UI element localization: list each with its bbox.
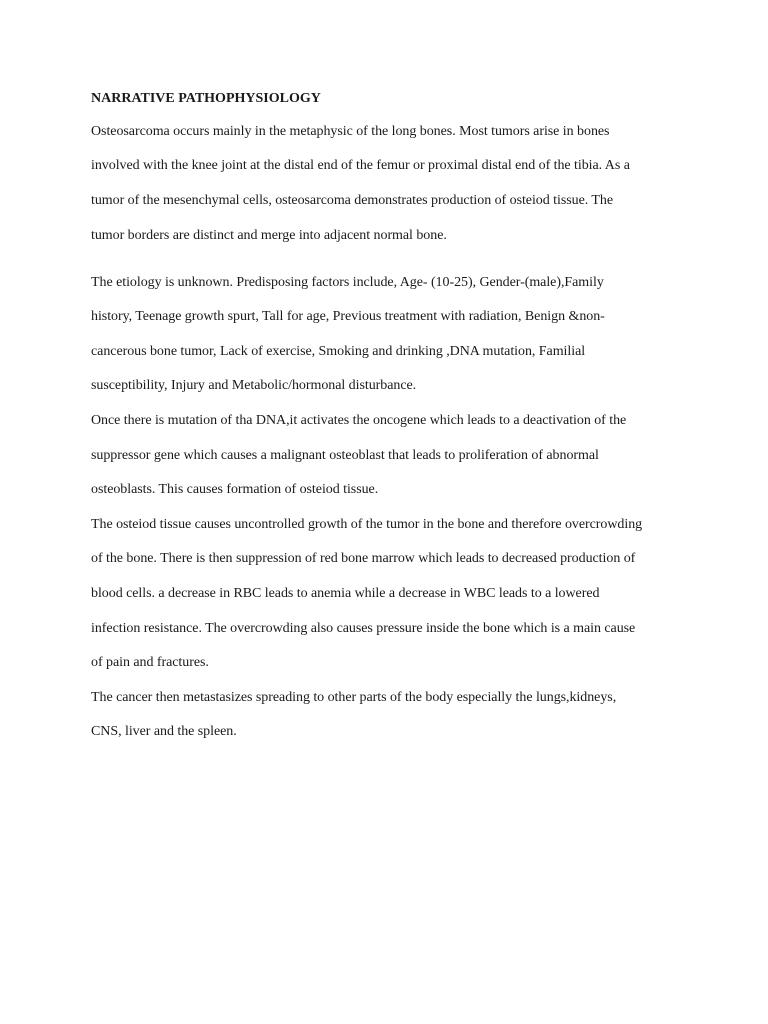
text-line: The cancer then metastasizes spreading to other parts of the body especially the lungs,kidneys, (91, 690, 617, 705)
text-line: history, Teenage growth spurt, Tall for age, Previous treatment with radiation, Benign &non- (91, 309, 605, 324)
text-line: infection resistance. The overcrowding also causes pressure inside the bone which is a main cause (91, 621, 636, 636)
text-line: tumor of the mesenchymal cells, osteosarcoma demonstrates production of osteiod tissue. The (91, 193, 614, 208)
text-line: The osteiod tissue causes uncontrolled growth of the tumor in the bone and therefore overcrowding (91, 517, 643, 532)
text-line: CNS, liver and the spleen. (91, 724, 237, 739)
text-line: of pain and fractures. (91, 655, 209, 670)
text-line: of the bone. There is then suppression of red bone marrow which leads to decreased production of (91, 551, 636, 566)
text-line: The etiology is unknown. Predisposing factors include, Age- (10-25), Gender-(male),Family (91, 275, 604, 290)
text-line: blood cells. a decrease in RBC leads to anemia while a decrease in WBC leads to a lowered (91, 586, 600, 601)
text-line: cancerous bone tumor, Lack of exercise, Smoking and drinking ,DNA mutation, Familial (91, 344, 586, 359)
text-line: Once there is mutation of tha DNA,it activates the oncogene which leads to a deactivation of the (91, 413, 627, 428)
text-line: susceptibility, Injury and Metabolic/hormonal disturbance. (91, 378, 417, 393)
text-line: involved with the knee joint at the distal end of the femur or proximal distal end of the tibia. As a (91, 158, 630, 173)
text-line: Osteosarcoma occurs mainly in the metaphysic of the long bones. Most tumors arise in bones (91, 124, 610, 139)
text-line: suppressor gene which causes a malignant osteoblast that leads to proliferation of abnormal (91, 448, 599, 463)
document-heading: NARRATIVE PATHOPHYSIOLOGY (91, 91, 321, 106)
text-line: tumor borders are distinct and merge into adjacent normal bone. (91, 228, 447, 243)
text-line: osteoblasts. This causes formation of osteiod tissue. (91, 482, 379, 497)
